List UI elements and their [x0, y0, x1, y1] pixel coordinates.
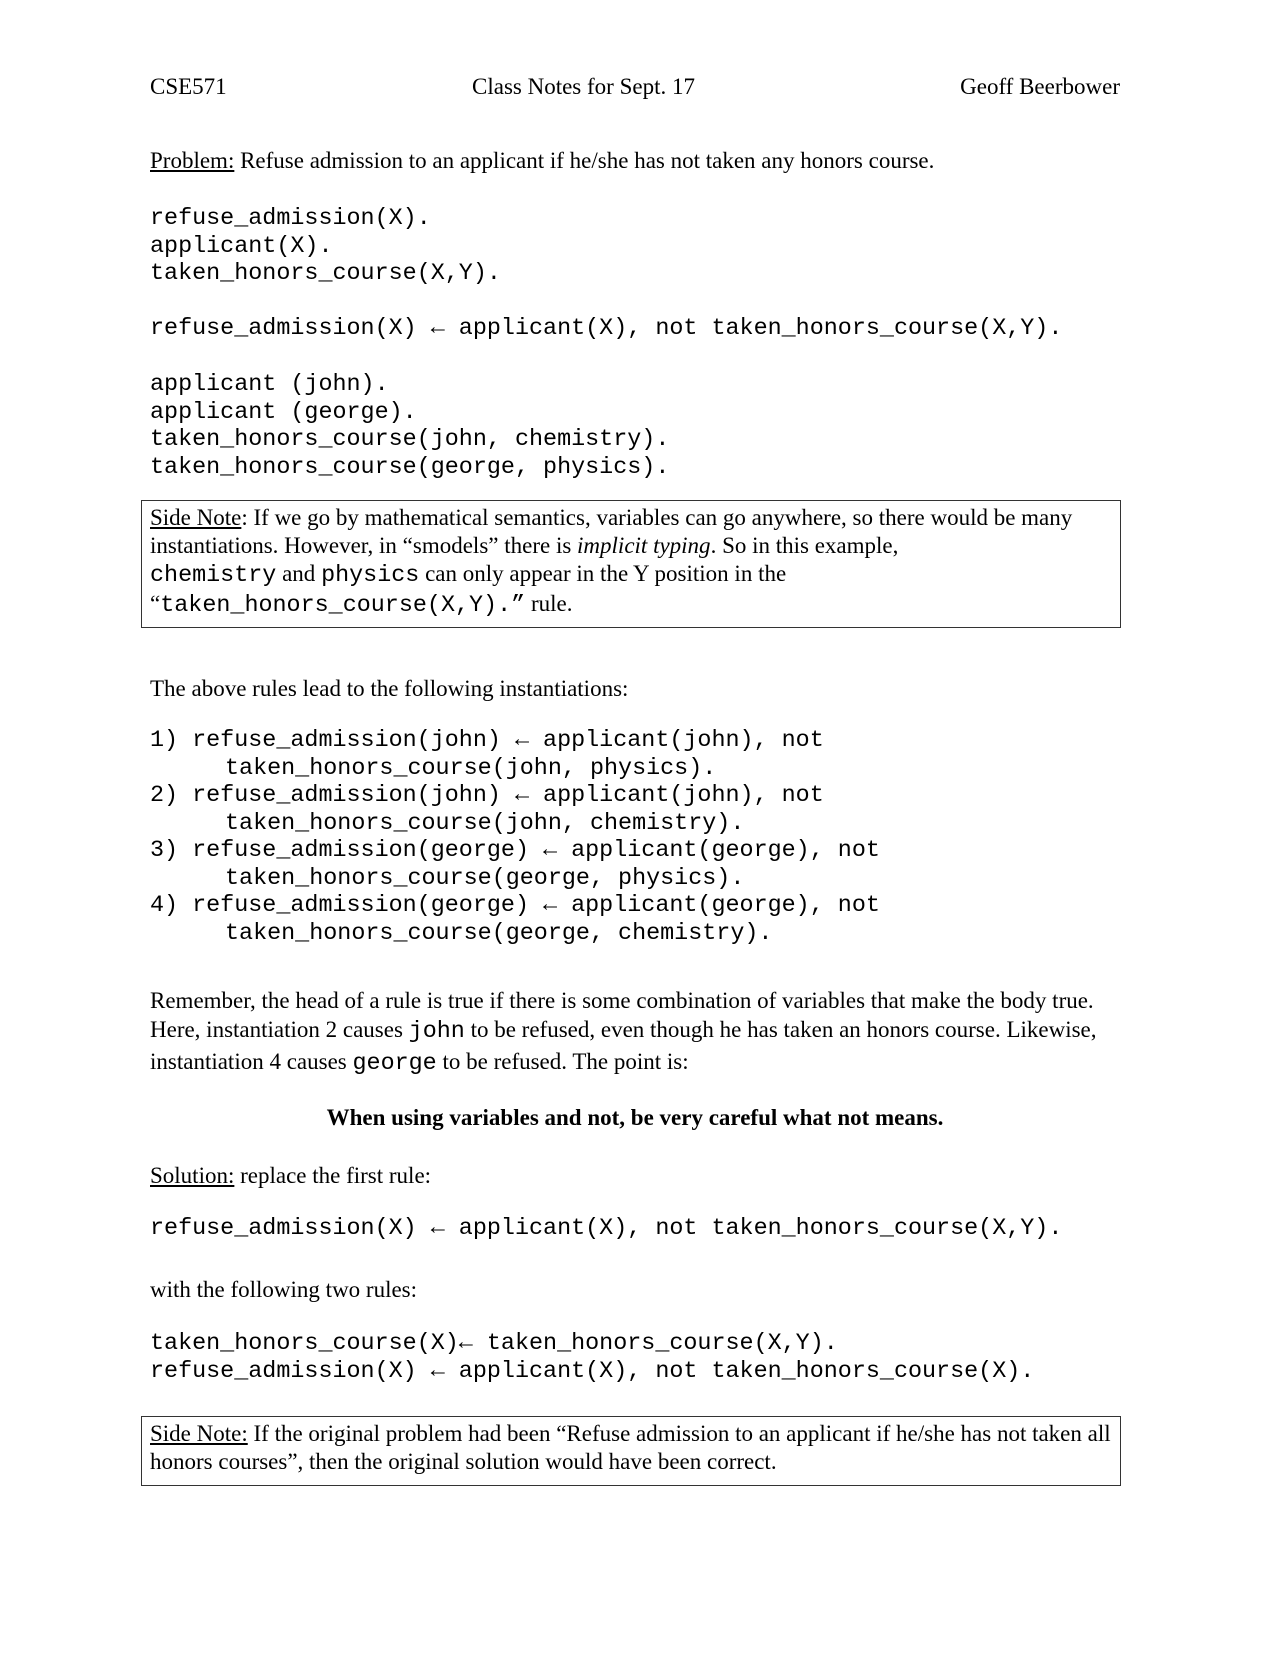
main-rule-line: refuse_admission(X) ← applicant(X), not taken_honors_course(X,Y).	[150, 316, 1063, 342]
fact-line: taken_honors_course(john, chemistry).	[150, 427, 670, 453]
side-note-1-code: physics	[321, 563, 420, 589]
predicate-line: taken_honors_course(X,Y).	[150, 261, 501, 287]
main-rule	[150, 316, 1062, 344]
page-header	[150, 74, 1120, 104]
remember-paragraph	[150, 986, 1125, 1079]
instantiation-line: taken_honors_course(john, physics).	[225, 755, 717, 782]
side-note-1-text: . So in this example,	[710, 533, 899, 558]
fact-line: applicant (john).	[150, 372, 389, 398]
side-note-1-text: : If we go by mathematical semantics, variables can go anywhere, so there would be many instantiations. However, in “smodels” there is	[150, 505, 1073, 558]
solution-text: replace the first rule:	[234, 1163, 432, 1188]
instantiation-line: 4) refuse_admission(george) ← applicant(george), not	[150, 893, 880, 919]
side-note-2-text: If the original problem had been “Refuse admission to an applicant if he/she has not taken all honors courses”, then the original solution would have been correct.	[150, 1421, 1111, 1474]
solution-rule-line: refuse_admission(X) ← applicant(X), not taken_honors_course(X,Y).	[150, 1216, 1063, 1242]
remember-text: to be refused. The point is:	[436, 1049, 689, 1074]
instantiation-line: taken_honors_course(george, physics).	[225, 865, 745, 892]
header-author: Geoff Beerbower	[960, 74, 1120, 99]
side-note-1-label: Side Note	[150, 505, 242, 530]
header-title: Class Notes for Sept. 17	[472, 74, 695, 99]
side-note-1-text: rule.	[525, 591, 573, 616]
predicate-list	[150, 206, 501, 289]
new-rule-list	[150, 1331, 1034, 1386]
instantiation-list	[150, 728, 880, 948]
problem-text: Refuse admission to an applicant if he/she has not taken any honors course.	[234, 148, 935, 173]
side-note-2-label: Side Note:	[150, 1421, 248, 1446]
side-note-1-code: taken_honors_course(X,Y).”	[160, 593, 526, 619]
side-note-1-italic: implicit typing	[577, 533, 711, 558]
problem-statement	[150, 146, 1130, 175]
solution-statement	[150, 1161, 431, 1190]
remember-text: to be refused, even though he has taken an honors course. Likewise, instantiation 4 causes	[150, 1017, 1097, 1074]
with-following-text: with the following two rules:	[150, 1277, 418, 1302]
fact-list	[150, 372, 669, 482]
side-note-1-text: can only appear in the Y position in the	[419, 561, 787, 586]
side-note-1-text: “	[150, 591, 161, 616]
new-rule-line: taken_honors_course(X)← taken_honors_course(X,Y).	[150, 1331, 838, 1357]
predicate-line: refuse_admission(X).	[150, 206, 431, 232]
side-note-box-2	[141, 1416, 1121, 1486]
remember-text: Remember, the head of a rule is true if there is some combination of variables that make the body true. Here, instantiation 2 causes	[150, 988, 1094, 1042]
instantiation-line: 1) refuse_admission(john) ← applicant(john), not	[150, 728, 824, 754]
instantiation-line: taken_honors_course(george, chemistry).	[225, 920, 773, 947]
instantiations-intro: The above rules lead to the following instantiations:	[150, 676, 629, 701]
emphasis-statement: When using variables and not, be very careful what not means.	[326, 1105, 944, 1130]
predicate-line: applicant(X).	[150, 233, 333, 260]
problem-label: Problem:	[150, 148, 235, 173]
header-course: CSE571	[150, 74, 227, 99]
remember-code: john	[408, 1019, 465, 1045]
fact-line: taken_honors_course(george, physics).	[150, 454, 670, 481]
solution-rule	[150, 1216, 1062, 1244]
new-rule-line: refuse_admission(X) ← applicant(X), not taken_honors_course(X).	[150, 1358, 1035, 1385]
instantiation-line: 2) refuse_admission(john) ← applicant(john), not	[150, 783, 824, 809]
instantiation-line: 3) refuse_admission(george) ← applicant(george), not	[150, 838, 880, 864]
side-note-box-1	[141, 500, 1121, 628]
side-note-1-code: chemistry	[150, 563, 277, 589]
fact-line: applicant (george).	[150, 399, 417, 426]
instantiation-line: taken_honors_course(john, chemistry).	[225, 810, 745, 837]
remember-code: george	[352, 1051, 437, 1077]
solution-label: Solution:	[150, 1163, 235, 1188]
side-note-1-text: and	[276, 561, 322, 586]
